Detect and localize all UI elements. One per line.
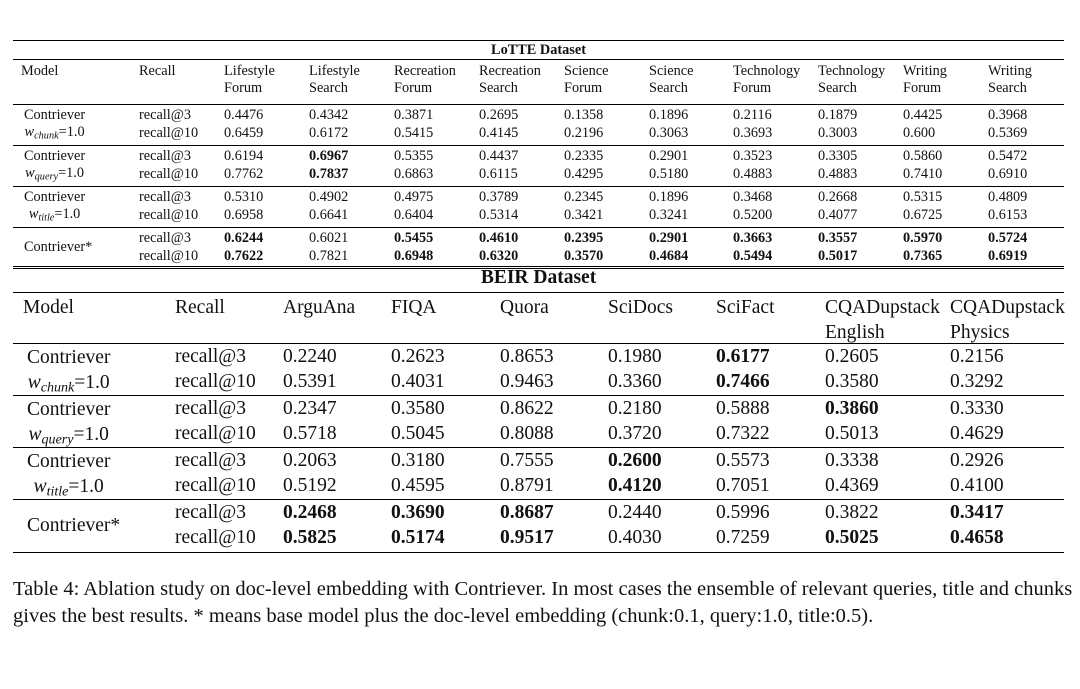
model-group [13, 448, 1064, 500]
table-cell: 0.2668 [818, 189, 858, 205]
table-cell: 0.6244 [224, 230, 264, 246]
table-cell: 0.3570 [564, 248, 604, 264]
model-group [13, 500, 1064, 553]
table-cell: 0.5192 [283, 475, 337, 496]
table-cell: 0.7837 [309, 166, 349, 182]
model-name-label: Contriever* [24, 239, 93, 255]
table-row [13, 345, 1064, 370]
column-header [479, 63, 541, 97]
column-header [283, 295, 355, 320]
table-cell: 0.3305 [818, 148, 858, 164]
column-header [649, 63, 693, 97]
weight-value: =1.0 [68, 476, 104, 497]
weight-subscript: title [46, 483, 69, 500]
model-name-label: Contriever [24, 107, 86, 123]
header-recall: Recall [175, 297, 225, 318]
recall-label: recall@3 [175, 450, 247, 471]
table-cell: 0.4883 [733, 166, 773, 182]
table-cell: 0.1896 [649, 189, 689, 205]
table-cell: 0.1879 [818, 107, 858, 123]
table-cell: 0.3693 [733, 125, 773, 141]
table-row [13, 207, 1064, 224]
column-header-line1: Quora [500, 297, 549, 318]
table-cell: 0.5472 [988, 148, 1028, 164]
column-header-line1: FIQA [391, 297, 437, 318]
weight-symbol: w [33, 476, 47, 497]
table-cell: 0.4684 [649, 248, 689, 264]
table-cell: 0.5415 [394, 125, 434, 141]
column-header-line1: Lifestyle [224, 63, 275, 79]
weight-symbol: w [28, 424, 42, 445]
table-cell: 0.6641 [309, 207, 349, 223]
table-cell: 0.8791 [500, 475, 554, 496]
column-header-line1: CQADupstack [950, 297, 1065, 318]
column-header-line2: Forum [564, 80, 603, 96]
model-group [13, 344, 1064, 396]
column-header-line1: Recreation [394, 63, 456, 79]
table-cell: 0.4437 [479, 148, 519, 164]
column-header-line2: English [825, 322, 885, 343]
beir-header-row [13, 292, 1064, 344]
table-cell: 0.6459 [224, 125, 264, 141]
table-cell: 0.3241 [649, 207, 689, 223]
weight-value: =1.0 [54, 206, 81, 222]
column-header [716, 295, 775, 320]
table-cell: 0.3003 [818, 125, 858, 141]
table-cell: 0.3180 [391, 450, 445, 471]
weight-subscript: query [41, 431, 74, 448]
table-cell: 0.7555 [500, 450, 554, 471]
weight-symbol: w [27, 372, 41, 393]
table-cell: 0.6194 [224, 148, 264, 164]
table-cell: 0.2395 [564, 230, 604, 246]
table-cell: 0.3417 [950, 502, 1004, 523]
table-cell: 0.4629 [950, 423, 1004, 444]
table-cell: 0.5017 [818, 248, 858, 264]
table-cell: 0.8088 [500, 423, 554, 444]
recall-label: recall@3 [139, 148, 192, 164]
table-cell: 0.4610 [479, 230, 519, 246]
table-cell: 0.7051 [716, 475, 770, 496]
table-cell: 0.4145 [479, 125, 519, 141]
table-cell: 0.4595 [391, 475, 445, 496]
table-cell: 0.3789 [479, 189, 519, 205]
table-cell: 0.5724 [988, 230, 1028, 246]
table-cell: 0.600 [903, 125, 936, 141]
recall-label: recall@10 [175, 423, 256, 444]
recall-label: recall@10 [139, 125, 199, 141]
table-cell: 0.5200 [733, 207, 773, 223]
recall-label: recall@3 [139, 230, 192, 246]
table-cell: 0.3871 [394, 107, 434, 123]
column-header-line1: Science [649, 63, 694, 79]
table-cell: 0.6320 [479, 248, 519, 264]
table-cell: 0.3968 [988, 107, 1028, 123]
table-cell: 0.7259 [716, 527, 770, 548]
table-cell: 0.5888 [716, 398, 770, 419]
header-model: Model [21, 63, 59, 79]
table-cell: 0.2347 [283, 398, 337, 419]
table-cell: 0.3063 [649, 125, 689, 141]
table-cell: 0.2901 [649, 148, 689, 164]
column-header-line1: Lifestyle [309, 63, 360, 79]
table-cell: 0.2335 [564, 148, 604, 164]
table-cell: 0.9517 [500, 527, 554, 548]
table-cell: 0.2695 [479, 107, 519, 123]
recall-label: recall@10 [139, 248, 199, 264]
table-cell: 0.4030 [608, 527, 662, 548]
table-cell: 0.2468 [283, 502, 337, 523]
table-cell: 0.5860 [903, 148, 943, 164]
recall-label: recall@3 [175, 398, 247, 419]
weight-value: =1.0 [74, 372, 110, 393]
model-name-label: Contriever [27, 399, 111, 420]
table-cell: 0.6172 [309, 125, 349, 141]
table-cell: 0.7762 [224, 166, 264, 182]
table-cell: 0.5825 [283, 527, 337, 548]
table-cell: 0.6115 [479, 166, 518, 182]
model-name-label: Contriever [24, 189, 86, 205]
weight-subscript: query [34, 171, 59, 183]
column-header-line1: SciDocs [608, 297, 673, 318]
lotte-table [13, 40, 1064, 269]
table-cell: 0.4658 [950, 527, 1004, 548]
column-header-line1: Technology [733, 63, 801, 79]
column-header [224, 63, 275, 97]
recall-label: recall@3 [175, 502, 247, 523]
table-cell: 0.6725 [903, 207, 943, 223]
column-header-line1: Writing [903, 63, 947, 79]
table-row [13, 397, 1064, 422]
table-cell: 0.6153 [988, 207, 1028, 223]
table-cell: 0.3421 [564, 207, 604, 223]
column-header [500, 295, 549, 320]
table-row [13, 230, 1064, 247]
table-cell: 0.5494 [733, 248, 773, 264]
column-header-line1: Writing [988, 63, 1032, 79]
column-header [391, 295, 437, 320]
model-group [13, 396, 1064, 448]
table-cell: 0.5025 [825, 527, 879, 548]
column-header [903, 63, 947, 97]
column-header-line1: CQADupstack [825, 297, 940, 318]
table-cell: 0.2901 [649, 230, 689, 246]
weight-symbol: w [24, 124, 35, 140]
table-cell: 0.6948 [394, 248, 434, 264]
lotte-header-row [13, 59, 1064, 105]
table-cell: 0.4809 [988, 189, 1028, 205]
model-name-label: Contriever* [27, 515, 121, 536]
column-header-line1: ArguAna [283, 297, 356, 318]
table-cell: 0.7322 [716, 423, 770, 444]
table-cell: 0.3468 [733, 189, 773, 205]
model-group [13, 146, 1064, 187]
table-cell: 0.5314 [479, 207, 519, 223]
weight-subscript: chunk [40, 379, 75, 396]
recall-label: recall@10 [175, 527, 256, 548]
table-row [13, 422, 1064, 447]
model-group [13, 105, 1064, 146]
table-row [13, 107, 1064, 124]
column-header-line1: Science [564, 63, 609, 79]
table-row [13, 166, 1064, 183]
table-cell: 0.4369 [825, 475, 879, 496]
column-header-line2: Search [988, 80, 1027, 96]
table-cell: 0.5573 [716, 450, 770, 471]
beir-body [13, 344, 1064, 553]
table-cell: 0.6177 [716, 346, 770, 367]
table-cell: 0.2926 [950, 450, 1004, 471]
table-cell: 0.7365 [903, 248, 943, 264]
model-group [13, 187, 1064, 228]
table-cell: 0.9463 [500, 371, 554, 392]
table-cell: 0.2156 [950, 346, 1004, 367]
table-row [13, 501, 1064, 526]
table-cell: 0.2116 [733, 107, 772, 123]
table-cell: 0.6863 [394, 166, 434, 182]
table-row [13, 189, 1064, 206]
column-header [733, 63, 800, 97]
recall-label: recall@10 [139, 207, 199, 223]
table-cell: 0.4077 [818, 207, 858, 223]
table-cell: 0.2196 [564, 125, 604, 141]
weight-value: =1.0 [73, 424, 109, 445]
table-cell: 0.3580 [825, 371, 879, 392]
table-cell: 0.5315 [903, 189, 943, 205]
table-cell: 0.2600 [608, 450, 662, 471]
table-cell: 0.2605 [825, 346, 879, 367]
table-cell: 0.5355 [394, 148, 434, 164]
column-header-line2: Forum [394, 80, 433, 96]
table-cell: 0.5174 [391, 527, 445, 548]
table-cell: 0.8687 [500, 502, 554, 523]
table-cell: 0.1980 [608, 346, 662, 367]
table-cell: 0.6919 [988, 248, 1028, 264]
beir-table [13, 266, 1064, 553]
table-cell: 0.4883 [818, 166, 858, 182]
table-cell: 0.4476 [224, 107, 264, 123]
table-row [13, 125, 1064, 142]
column-header-line2: Search [649, 80, 688, 96]
table-cell: 0.3860 [825, 398, 879, 419]
table-cell: 0.2180 [608, 398, 662, 419]
table-row [13, 474, 1064, 499]
table-cell: 0.3338 [825, 450, 879, 471]
table-cell: 0.3557 [818, 230, 858, 246]
weight-subscript: chunk [34, 130, 59, 142]
table-cell: 0.8622 [500, 398, 554, 419]
model-name-label: Contriever [24, 148, 86, 164]
table-cell: 0.4100 [950, 475, 1004, 496]
table-cell: 0.4425 [903, 107, 943, 123]
table-cell: 0.4295 [564, 166, 604, 182]
lotte-body [13, 105, 1064, 269]
table-cell: 0.3720 [608, 423, 662, 444]
weight-symbol: w [25, 165, 35, 181]
table-row [13, 248, 1064, 265]
column-header [818, 63, 885, 97]
table-cell: 0.3330 [950, 398, 1004, 419]
column-header-line2: Forum [733, 80, 772, 96]
column-header-line1: Recreation [479, 63, 541, 79]
table-cell: 0.5045 [391, 423, 445, 444]
table-cell: 0.7410 [903, 166, 943, 182]
table-cell: 0.7466 [716, 371, 770, 392]
weight-symbol: w [28, 206, 39, 222]
table-row [13, 526, 1064, 551]
column-header [608, 295, 673, 320]
beir-title: BEIR Dataset [480, 267, 597, 288]
table-cell: 0.8653 [500, 346, 554, 367]
table-cell: 0.4342 [309, 107, 349, 123]
column-header [394, 63, 456, 97]
column-header-line2: Search [479, 80, 518, 96]
table-cell: 0.4975 [394, 189, 434, 205]
column-header-line2: Physics [950, 322, 1010, 343]
model-name-label: Contriever [27, 347, 111, 368]
column-header-line2: Search [309, 80, 348, 96]
table-cell: 0.3292 [950, 371, 1004, 392]
table-cell: 0.6404 [394, 207, 434, 223]
table-cell: 0.1358 [564, 107, 604, 123]
table-cell: 0.2623 [391, 346, 445, 367]
table-cell: 0.2440 [608, 502, 662, 523]
table-cell: 0.5369 [988, 125, 1028, 141]
table-cell: 0.3663 [733, 230, 773, 246]
recall-label: recall@10 [175, 371, 256, 392]
table-cell: 0.5970 [903, 230, 943, 246]
table-cell: 0.2063 [283, 450, 337, 471]
table-cell: 0.5391 [283, 371, 337, 392]
column-header-line2: Forum [903, 80, 942, 96]
column-header-line1: SciFact [716, 297, 775, 318]
table-cell: 0.3360 [608, 371, 662, 392]
table-cell: 0.6910 [988, 166, 1028, 182]
column-header-line1: Technology [818, 63, 886, 79]
column-header [309, 63, 360, 97]
weight-subscript: title [38, 212, 55, 224]
table-cell: 0.4902 [309, 189, 349, 205]
table-cell: 0.5310 [224, 189, 264, 205]
table-caption: Table 4: Ablation study on doc-level embedding with Contriever. In most cases the ensemble of relevant queries, title and chunks gives the best results. * means base model plus the doc-level embedding (chunk:0.1, query:1.0, title:0.5). [13, 578, 1073, 627]
table-cell: 0.6021 [309, 230, 349, 246]
column-header [564, 63, 608, 97]
table-cell: 0.6958 [224, 207, 264, 223]
weight-value: =1.0 [58, 165, 85, 181]
table-row [13, 370, 1064, 395]
lotte-title: LoTTE Dataset [491, 42, 586, 58]
model-name-label: Contriever [27, 451, 111, 472]
column-header [950, 295, 1065, 345]
table-cell: 0.4120 [608, 475, 662, 496]
table-cell: 0.1896 [649, 107, 689, 123]
column-header [988, 63, 1032, 97]
model-group [13, 228, 1064, 269]
recall-label: recall@10 [139, 166, 199, 182]
column-header-line2: Forum [224, 80, 263, 96]
table-cell: 0.5455 [394, 230, 434, 246]
header-recall: Recall [139, 63, 176, 79]
table-cell: 0.6967 [309, 148, 349, 164]
table-row [13, 148, 1064, 165]
table-cell: 0.5013 [825, 423, 879, 444]
recall-label: recall@3 [175, 346, 247, 367]
table-cell: 0.3822 [825, 502, 879, 523]
recall-label: recall@3 [139, 107, 192, 123]
table-cell: 0.2240 [283, 346, 337, 367]
table-cell: 0.3523 [733, 148, 773, 164]
table-cell: 0.7622 [224, 248, 264, 264]
table-cell: 0.5180 [649, 166, 689, 182]
column-header [825, 295, 940, 345]
recall-label: recall@3 [139, 189, 192, 205]
column-header-line2: Search [818, 80, 857, 96]
table-cell: 0.3580 [391, 398, 445, 419]
weight-value: =1.0 [58, 124, 85, 140]
header-model: Model [23, 297, 74, 318]
table-cell: 0.4031 [391, 371, 445, 392]
recall-label: recall@10 [175, 475, 256, 496]
table-cell: 0.5718 [283, 423, 337, 444]
table-cell: 0.3690 [391, 502, 445, 523]
table-cell: 0.7821 [309, 248, 349, 264]
table-cell: 0.5996 [716, 502, 770, 523]
table-cell: 0.2345 [564, 189, 604, 205]
table-row [13, 449, 1064, 474]
